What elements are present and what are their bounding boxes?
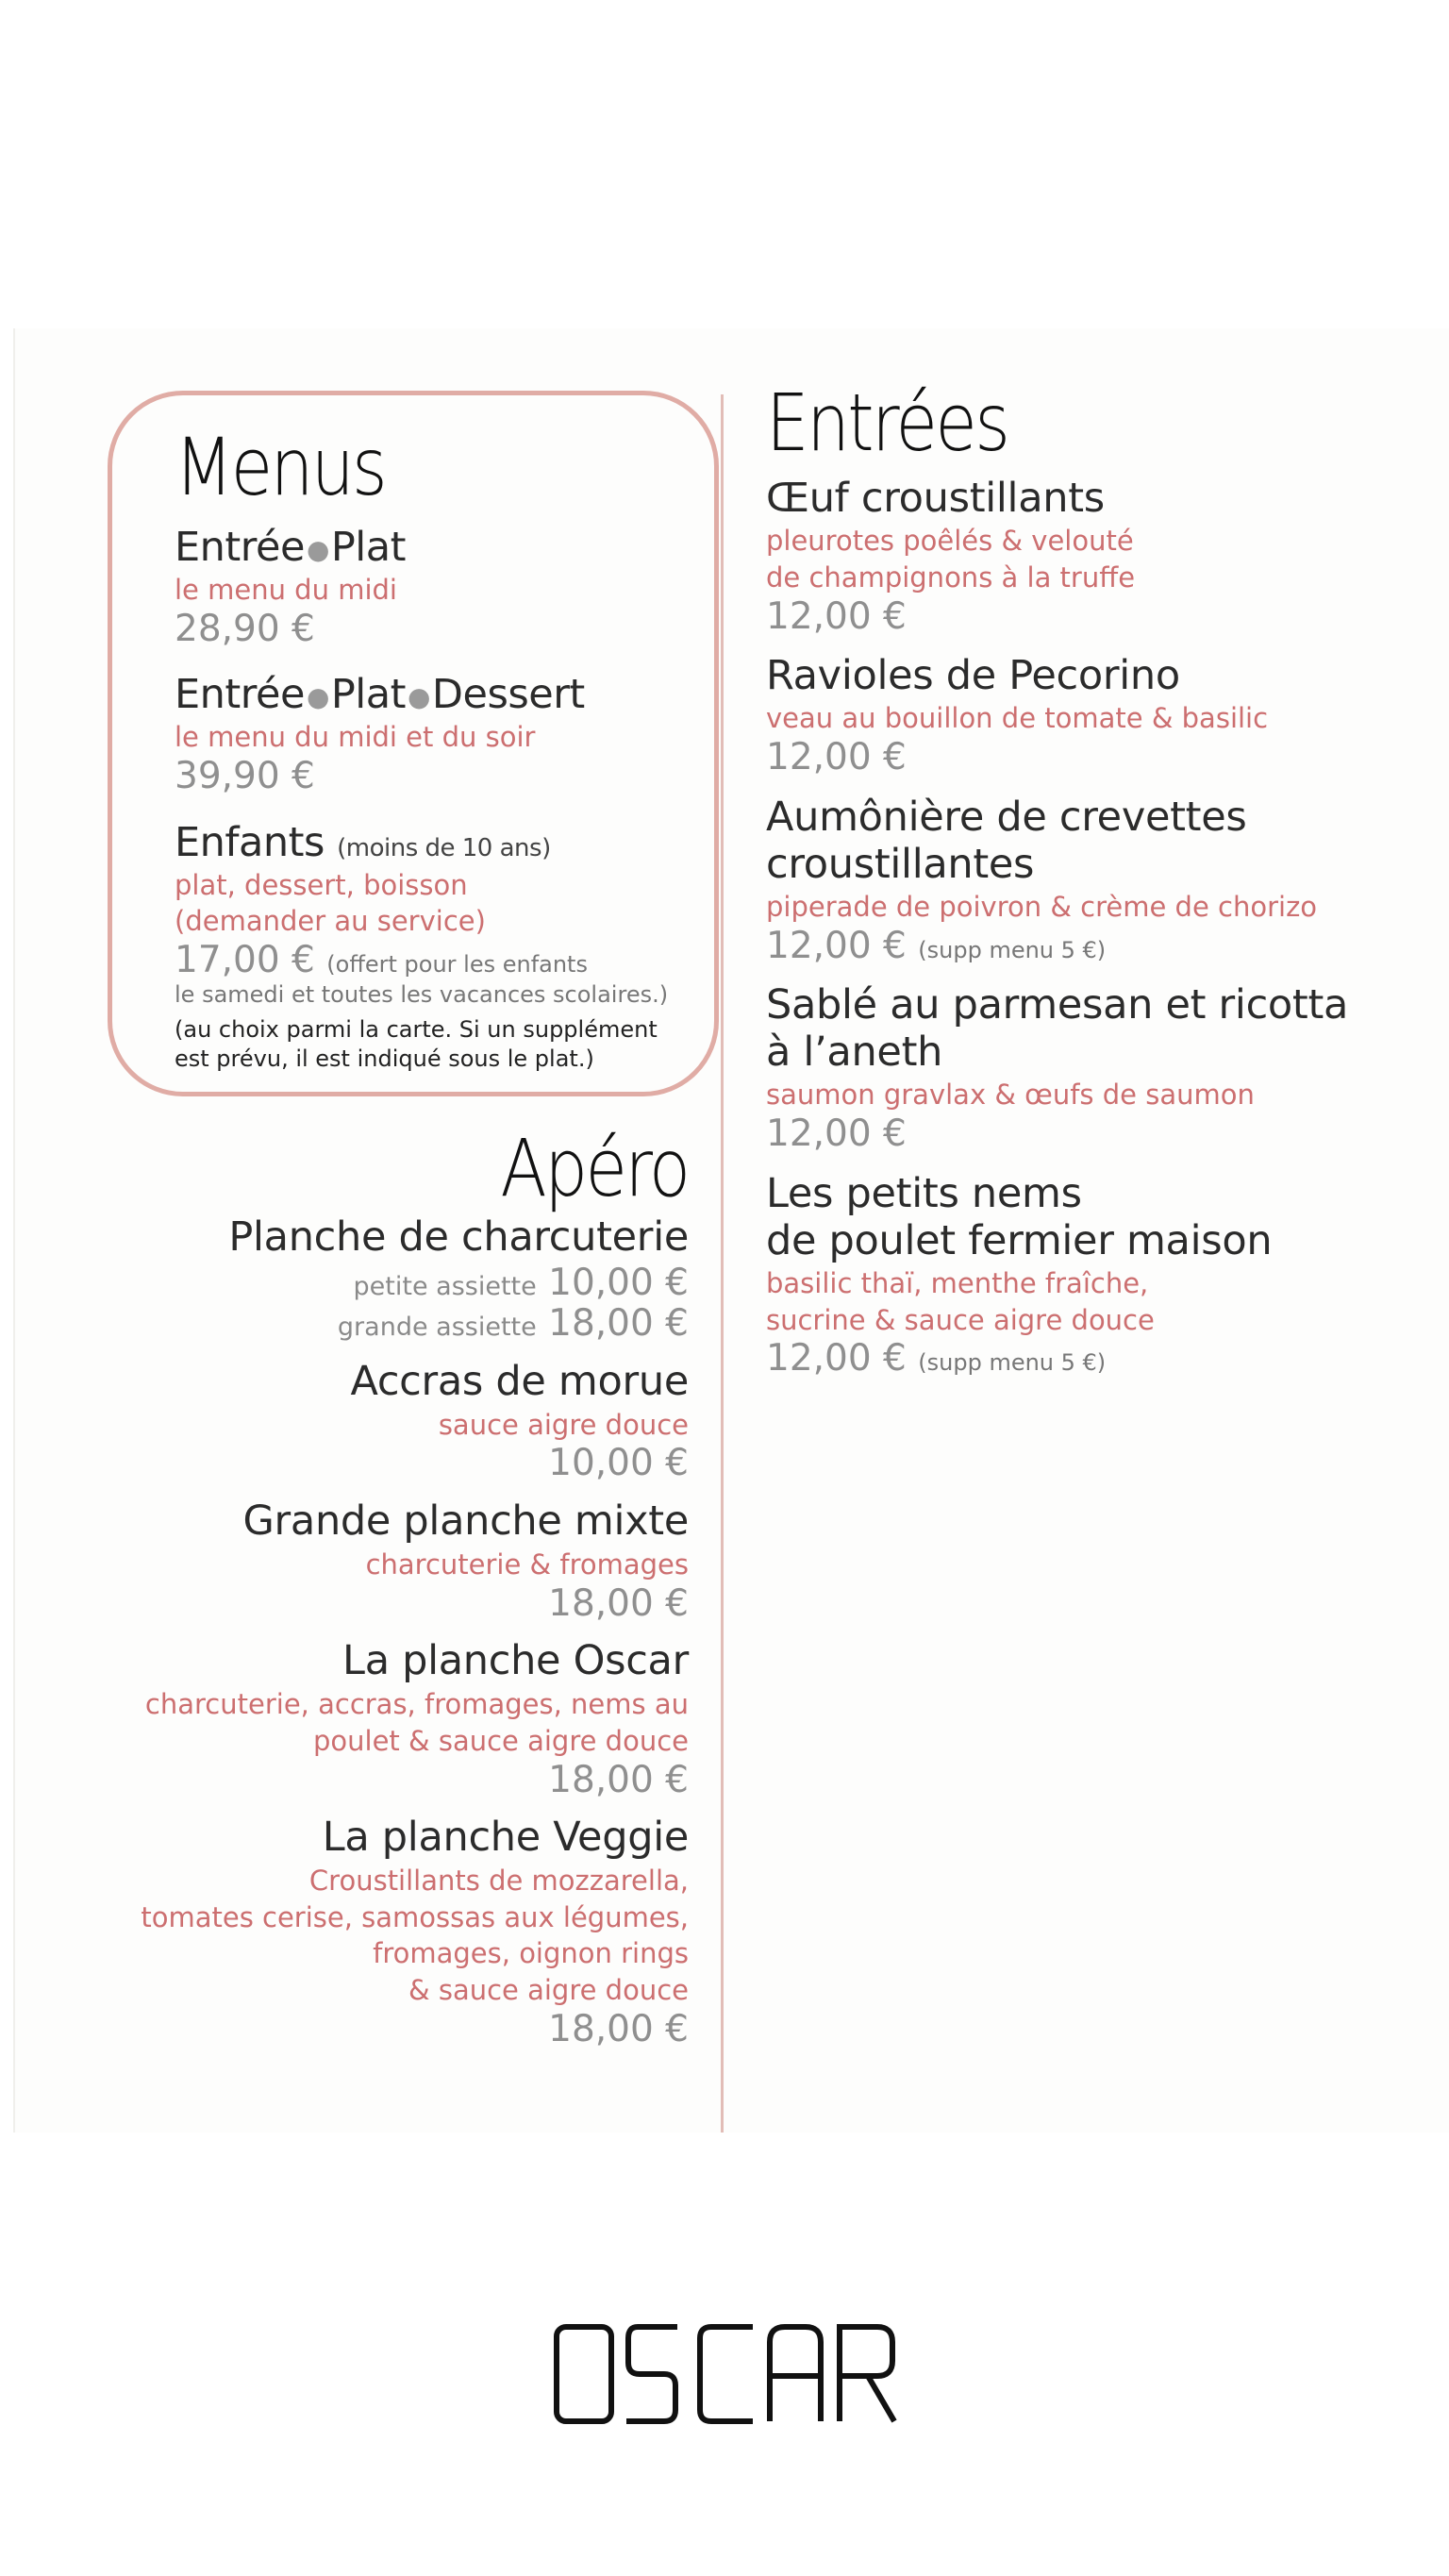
dish-description: tomates cerise, samossas aux légumes, xyxy=(141,1900,689,1933)
dish-title: Œuf croustillants xyxy=(766,475,1105,522)
menu-price: 39,90 € xyxy=(175,755,315,798)
dish-price: 12,00 € xyxy=(766,1337,907,1380)
logo-letter-s xyxy=(626,2327,677,2421)
dish-price: 12,00 € xyxy=(766,924,907,967)
dish-price-row xyxy=(766,1338,1426,1380)
menu-title-part: Dessert xyxy=(431,671,585,719)
dish-title: à l’aneth xyxy=(766,1029,943,1077)
apero-accras xyxy=(132,1358,689,1484)
dish-title: Ravioles de Pecorino xyxy=(766,652,1180,700)
entree-sable xyxy=(766,982,1426,1155)
apero-heading: Apéro xyxy=(500,1122,689,1214)
dish-title: croustillantes xyxy=(766,840,1035,888)
dish-description: & sauce aigre douce xyxy=(408,1974,689,2007)
dish-description: charcuterie & fromages xyxy=(365,1547,689,1581)
dish-description: basilic thaï, menthe fraîche, xyxy=(766,1266,1149,1299)
entree-aumoniere xyxy=(766,795,1426,967)
dish-price: 10,00 € xyxy=(548,1442,689,1485)
dish-description: veau au bouillon de tomate & basilic xyxy=(766,702,1269,735)
dish-price: 12,00 € xyxy=(766,736,907,779)
menus-content xyxy=(175,421,712,1095)
bullet-dot-icon: ● xyxy=(306,681,329,713)
dish-title: Aumônière de crevettes xyxy=(766,794,1247,842)
dish-description: charcuterie, accras, fromages, nems au xyxy=(144,1687,689,1720)
logo-letter-r xyxy=(840,2327,894,2421)
size-label: petite assiette xyxy=(353,1271,537,1301)
logo-letter-c xyxy=(700,2327,753,2421)
dish-price: 18,00 € xyxy=(548,1302,689,1346)
kids-title: Enfants xyxy=(175,818,325,866)
menu-entree-plat-dessert xyxy=(175,671,712,797)
menu-title xyxy=(175,819,712,867)
dish-description: sucrine & sauce aigre douce xyxy=(766,1303,1155,1336)
dish-title: Accras de morue xyxy=(350,1357,689,1405)
dish-description: Croustillants de mozzarella, xyxy=(308,1864,689,1897)
dish-price: 12,00 € xyxy=(766,594,907,638)
entree-nems xyxy=(766,1171,1426,1380)
menu-title-part: Plat xyxy=(330,671,406,719)
dish-price: 12,00 € xyxy=(766,1112,907,1156)
menu-title-part: Entrée xyxy=(175,524,305,571)
apero-section xyxy=(132,1122,689,2051)
apero-planche-oscar xyxy=(132,1637,689,1800)
dish-description: sauce aigre douce xyxy=(438,1408,689,1441)
dish-title: Grande planche mixte xyxy=(242,1497,689,1546)
kids-age-note: (moins de 10 ans) xyxy=(337,833,551,862)
dish-title: La planche Veggie xyxy=(322,1814,689,1862)
dish-price: 18,00 € xyxy=(548,2008,689,2051)
supplement-note: (supp menu 5 €) xyxy=(918,936,1107,963)
kids-offer-note: (offert pour les enfants xyxy=(326,951,588,979)
dish-description: de champignons à la truffe xyxy=(766,560,1136,594)
dish-price: 18,00 € xyxy=(548,1758,689,1801)
entree-oeuf xyxy=(766,476,1426,638)
entrees-section xyxy=(766,376,1426,1380)
apero-grande-planche-mixte xyxy=(132,1497,689,1624)
oscar-logo xyxy=(551,2321,902,2427)
logo-letter-a xyxy=(770,2327,821,2421)
menus-box xyxy=(108,391,719,1096)
dish-price-row xyxy=(766,926,1426,968)
dish-price-row xyxy=(132,1303,689,1345)
kids-description-2: (demander au service) xyxy=(175,905,486,938)
column-divider xyxy=(721,394,724,2133)
menu-entree-plat xyxy=(175,524,712,650)
entrees-heading: Entrées xyxy=(766,376,1008,469)
dish-title: Sablé au parmesan et ricotta xyxy=(766,981,1349,1029)
dish-title: La planche Oscar xyxy=(342,1637,689,1685)
size-label: grande assiette xyxy=(337,1313,537,1343)
dish-price: 18,00 € xyxy=(548,1581,689,1625)
dish-description: piperade de poivron & crème de chorizo xyxy=(766,890,1318,923)
menus-heading: Menus xyxy=(175,421,386,513)
kids-price: 17,00 € xyxy=(175,939,315,982)
menu-title-part: Plat xyxy=(330,524,406,571)
dish-title: Planche de charcuterie xyxy=(228,1213,689,1261)
dish-title: de poulet fermier maison xyxy=(766,1216,1273,1264)
menu-price: 28,90 € xyxy=(175,607,315,650)
bullet-dot-icon: ● xyxy=(306,533,329,565)
menus-footer xyxy=(175,1015,712,1074)
menu-title xyxy=(175,524,712,572)
menu-price xyxy=(175,940,712,982)
dish-description: fromages, oignon rings xyxy=(373,1937,689,1970)
kids-description-1: plat, dessert, boisson xyxy=(175,868,468,901)
dish-price: 10,00 € xyxy=(548,1261,689,1304)
dish-price-row xyxy=(132,1263,689,1304)
supplement-note: (supp menu 5 €) xyxy=(918,1349,1107,1377)
menus-footer-line: est prévu, il est indiqué sous le plat.) xyxy=(175,1045,594,1072)
dish-title: Les petits nems xyxy=(766,1169,1082,1217)
kids-offer-note-2: le samedi et toutes les vacances scolaires.) xyxy=(175,981,669,1009)
menu-description: le menu du midi et du soir xyxy=(175,721,536,754)
apero-planche-charcuterie xyxy=(132,1213,689,1345)
menu-title xyxy=(175,671,712,719)
menu-title-part: Entrée xyxy=(175,671,305,719)
entree-ravioles xyxy=(766,653,1426,779)
menu-description: le menu du midi xyxy=(175,573,397,606)
dish-description: poulet & sauce aigre douce xyxy=(312,1724,689,1757)
logo-letter-o xyxy=(557,2327,611,2421)
dish-description: pleurotes poêlés & velouté xyxy=(766,524,1134,557)
apero-planche-veggie xyxy=(132,1814,689,2050)
menus-footer-line: (au choix parmi la carte. Si un supplément xyxy=(175,1015,658,1043)
menu-enfants xyxy=(175,819,712,1074)
bullet-dot-icon: ● xyxy=(407,681,430,713)
dish-description: saumon gravlax & œufs de saumon xyxy=(766,1079,1255,1112)
